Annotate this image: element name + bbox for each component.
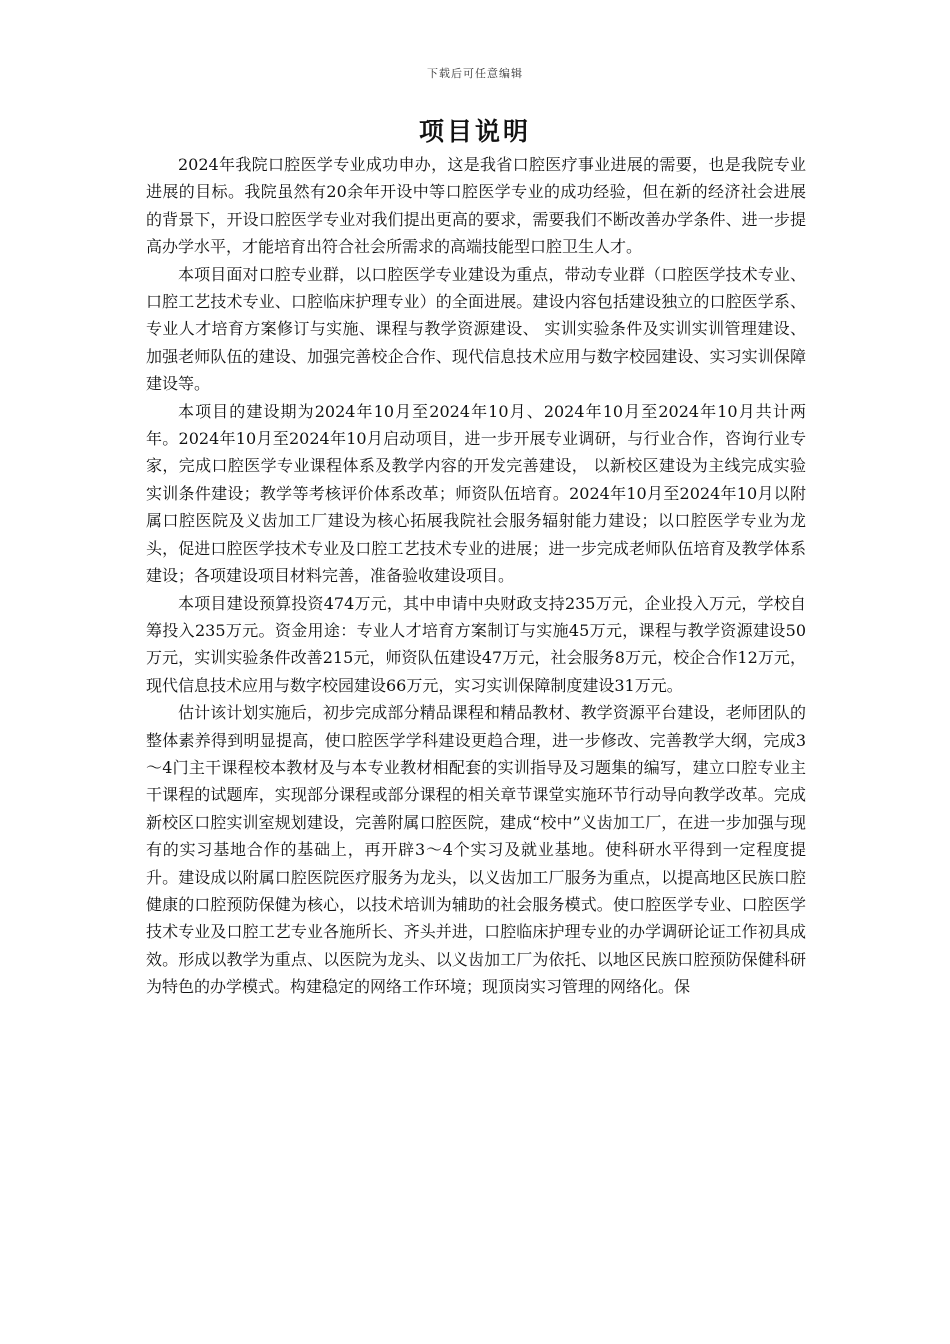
document-body — [146, 151, 806, 1001]
paragraph-budget: 本项目建设预算投资474万元，其中申请中央财政支持235万元，企业投入万元，学校自筹投入235万元。资金用途：专业人才培育方案制订与实施45万元，课程与教学资源建设50万元，实训实验条件改善215元，师资队伍建设47万元，社会服务8万元，校企合作12万元，现代信息技术应用与数字校园建设66万元，实习实训保障制度建设31万元。 — [146, 593, 806, 695]
page-title: 项目说明 — [418, 117, 531, 146]
paragraph-scope: 本项目面对口腔专业群，以口腔医学专业建设为重点，带动专业群（口腔医学技术专业、口腔工艺技术专业、口腔临床护理专业）的全面进展。建设内容包括建设独立的口腔医学系、专业人才培育方案修订与实施、课程与教学资源建设、 实训实验条件及实训实训管理建设、加强老师队伍的建设、加强完善校企合作、现代信息技术应用与数字校园建设、实习实训保障建设等。 — [146, 264, 806, 394]
paragraph-schedule: 本项目的建设期为2024年10月至2024年10月、2024年10月至2024年10月共计两年。2024年10月至2024年10月启动项目，进一步开展专业调研，与行业合作，咨询行业专家，完成口腔医学专业课程体系及教学内容的开发完善建设， 以新校区建设为主线完成实验实训条件建设；教学等考核评价体系改革；师资队伍培育。2024年10月至2024年10月以附属口腔医院及义齿加工厂建设为核心拓展我院社会服务辐射能力建设；以口腔医学专业为龙头，促进口腔医学技术专业及口腔工艺技术专业的进展；进一步完成老师队伍培育及教学体系建设；各项建设项目材料完善，准备验收建设项目。 — [146, 401, 806, 586]
header-note: 下载后可任意编辑 — [427, 67, 523, 80]
paragraph-outcomes: 估计该计划实施后，初步完成部分精品课程和精品教材、教学资源平台建设，老师团队的整体素养得到明显提高，使口腔医学学科建设更趋合理，进一步修改、完善教学大纲，完成3～4门主干课程校本教材及与本专业教材相配套的实训指导及习题集的编写，建立口腔专业主干课程的试题库，实现部分课程或部分课程的相关章节课堂实施环节行动导向教学改革。完成新校区口腔实训室规划建设，完善附属口腔医院，建成“校中”义齿加工厂，在进一步加强与现有的实习基地合作的基础上，再开辟3～4个实习及就业基地。使科研水平得到一定程度提升。建设成以附属口腔医院医疗服务为龙头，以义齿加工厂服务为重点，以提高地区民族口腔健康的口腔预防保健为核心，以技术培训为辅助的社会服务模式。使口腔医学专业、口腔医学技术专业及口腔工艺专业各施所长、齐头并进，口腔临床护理专业的办学调研论证工作初具成效。形成以教学为重点、以医院为龙头、以义齿加工厂为依托、以地区民族口腔预防保健科研为特色的办学模式。构建稳定的网络工作环境；现顶岗实习管理的网络化。保 — [146, 703, 806, 997]
paragraph-intro: 2024年我院口腔医学专业成功申办，这是我省口腔医疗事业进展的需要，也是我院专业进展的目标。我院虽然有20余年开设中等口腔医学专业的成功经验，但在新的经济社会进展的背景下，开设口腔医学专业对我们提出更高的要求，需要我们不断改善办学条件、进一步提高办学水平，才能培育出符合社会所需求的高端技能型口腔卫生人才。 — [146, 155, 806, 257]
